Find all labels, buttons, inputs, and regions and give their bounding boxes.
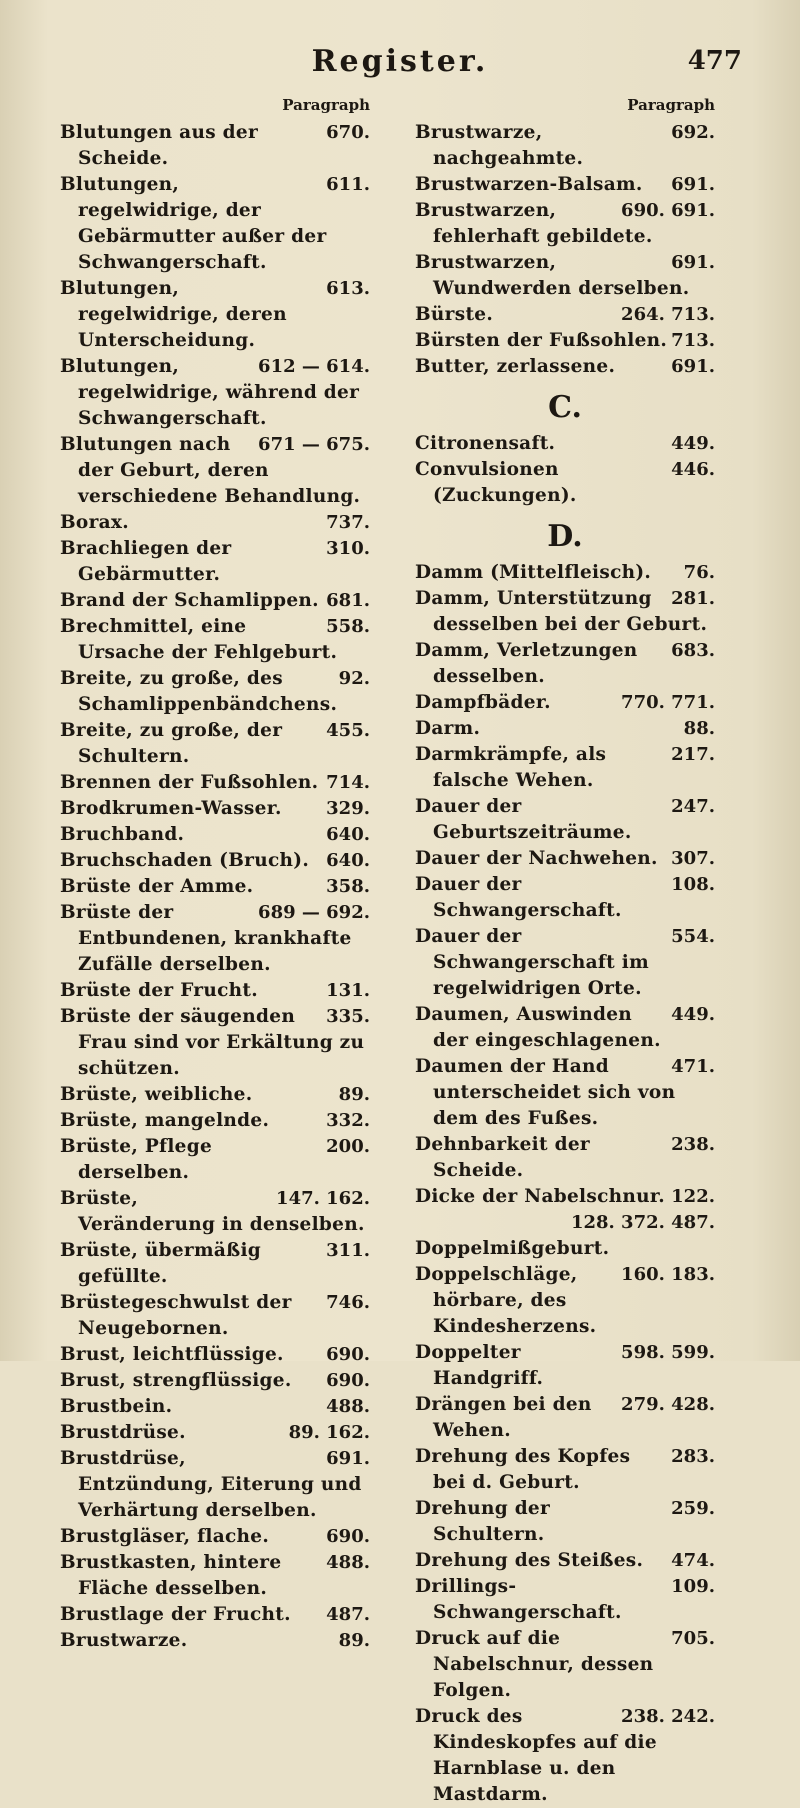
index-entry — [60, 978, 370, 1004]
paragraph-reference: 455. — [326, 720, 370, 741]
paragraph-reference: 89. — [338, 1630, 370, 1651]
index-term: Damm (Mittelfleisch). — [415, 562, 652, 583]
index-term: Bruchband. — [60, 824, 185, 845]
running-head — [0, 44, 800, 94]
paragraph-reference: 200. — [326, 1136, 370, 1157]
index-entry — [60, 1134, 370, 1186]
index-term: Brennen der Fußsohlen. — [60, 772, 319, 793]
index-entry — [415, 1574, 715, 1626]
index-entry — [60, 718, 370, 770]
paragraph-reference: 690. — [326, 1344, 370, 1365]
index-entry — [60, 1186, 370, 1238]
paragraph-reference: 690. — [326, 1526, 370, 1547]
index-entry — [60, 1082, 370, 1108]
index-entry — [60, 1108, 370, 1134]
index-entry — [415, 924, 715, 1002]
index-term: Damm, Unterstützung desselben bei der Geburt. — [415, 588, 708, 635]
index-term: Breite, zu große, des Schamlippenbändchens. — [60, 668, 338, 715]
index-term: Dauer der Geburtszeiträume. — [415, 796, 632, 843]
index-entry — [415, 302, 715, 328]
index-term: Dauer der Schwangerschaft im regelwidrigen Orte. — [415, 926, 649, 999]
index-entry — [60, 1602, 370, 1628]
paragraph-reference: 488. — [326, 1396, 370, 1417]
paragraph-reference: 691. — [326, 1448, 370, 1469]
left-column — [60, 96, 370, 1654]
index-entry — [415, 586, 715, 638]
paragraph-reference: 279. 428. — [621, 1394, 715, 1415]
paragraph-reference: 471. — [671, 1056, 715, 1077]
index-entry — [60, 1004, 370, 1082]
index-term: Dauer der Schwangerschaft. — [415, 874, 622, 921]
index-term: Doppelmißgeburt. — [415, 1238, 610, 1259]
index-term: Bürste. — [415, 304, 494, 325]
index-entry — [60, 666, 370, 718]
index-entry — [415, 172, 715, 198]
index-entry — [60, 796, 370, 822]
index-term: Citronensaft. — [415, 433, 556, 454]
paragraph-reference: 160. 183. — [621, 1264, 715, 1285]
index-entry — [60, 614, 370, 666]
index-term: Brustgläser, flache. — [60, 1526, 270, 1547]
index-entry — [60, 848, 370, 874]
paragraph-reference: 335. — [326, 1006, 370, 1027]
index-term: Brustlage der Frucht. — [60, 1604, 291, 1625]
index-term: Brust, leichtflüssige. — [60, 1344, 284, 1365]
index-term: Drehung des Kopfes bei d. Geburt. — [415, 1446, 631, 1493]
section-letter-d: D. — [547, 519, 583, 554]
paragraph-reference: 640. — [326, 824, 370, 845]
index-term: Brodkrumen-Wasser. — [60, 798, 282, 819]
index-entry — [60, 900, 370, 978]
index-term: Blutungen, regelwidrige, deren Unterscheidung. — [60, 278, 287, 351]
index-entry — [60, 354, 370, 432]
paragraph-reference: 691. — [671, 174, 715, 195]
paragraph-reference: 147. 162. — [276, 1188, 370, 1209]
index-entry — [415, 250, 715, 302]
index-entry — [60, 1550, 370, 1602]
index-term: Brüstegeschwulst der Neugebornen. — [60, 1292, 292, 1339]
paragraph-reference: 332. — [326, 1110, 370, 1131]
paragraph-reference: 474. — [671, 1550, 715, 1571]
paragraph-reference: 612 — 614. — [258, 356, 370, 377]
index-entry — [60, 1394, 370, 1420]
index-term: Brachliegen der Gebärmutter. — [60, 538, 232, 585]
paragraph-reference: 692. — [671, 122, 715, 143]
index-term: Blutungen, regelwidrige, während der Schwangerschaft. — [60, 356, 360, 429]
index-entry — [415, 1444, 715, 1496]
paragraph-reference: 108. — [671, 874, 715, 895]
paragraph-reference: 311. — [326, 1240, 370, 1261]
index-term: Blutungen nach der Geburt, deren verschiedene Behandlung. — [60, 434, 361, 507]
index-term: Brust, strengflüssige. — [60, 1370, 292, 1391]
index-entry — [60, 536, 370, 588]
index-term: Bruchschaden (Bruch). — [60, 850, 310, 871]
paragraph-reference: 264. 713. — [621, 304, 715, 325]
index-term: Brustwarzen, Wundwerden derselben. — [415, 252, 690, 299]
index-term: Brüste der Entbundenen, krankhafte Zufälle derselben. — [60, 902, 352, 975]
index-term: Darmkrämpfe, als falsche Wehen. — [415, 744, 607, 791]
index-term: Drängen bei den Wehen. — [415, 1394, 592, 1441]
index-entry — [415, 457, 715, 509]
index-entry — [60, 1368, 370, 1394]
paragraph-reference: 713. — [671, 330, 715, 351]
paragraph-reference: 691. — [671, 356, 715, 377]
index-term: Brüste der Amme. — [60, 876, 254, 897]
column-heading-left: Paragraph — [282, 96, 370, 114]
index-term: Daumen, Auswinden der eingeschlagenen. — [415, 1004, 661, 1051]
paragraph-reference: 690. 691. — [621, 200, 715, 221]
index-entry — [415, 431, 715, 457]
index-term: Brustwarze. — [60, 1630, 188, 1651]
page-number: 477 — [687, 46, 742, 76]
paragraph-reference: 76. — [683, 562, 715, 583]
paragraph-reference: 283. — [671, 1446, 715, 1467]
right-entry-list-b — [415, 120, 715, 380]
index-term: Brustwarzen-Balsam. — [415, 174, 643, 195]
paragraph-reference: 89. 162. — [288, 1422, 370, 1443]
index-entry — [415, 1626, 715, 1704]
index-term: Drehung des Steißes. — [415, 1550, 644, 1571]
index-entry — [60, 1238, 370, 1290]
index-entry — [415, 1262, 715, 1340]
paragraph-reference: 446. — [671, 459, 715, 480]
paragraph-reference: 259. — [671, 1498, 715, 1519]
index-entry — [60, 1446, 370, 1524]
index-entry — [415, 354, 715, 380]
index-term: Brustbein. — [60, 1396, 173, 1417]
index-term: Breite, zu große, der Schultern. — [60, 720, 283, 767]
paragraph-reference: 307. — [671, 848, 715, 869]
index-term: Brüste der Frucht. — [60, 980, 259, 1001]
index-entry — [60, 1524, 370, 1550]
paragraph-reference: 247. — [671, 796, 715, 817]
index-term: Brustdrüse, Entzündung, Eiterung und Verhärtung derselben. — [60, 1448, 362, 1521]
index-term: Brustwarzen, fehlerhaft gebildete. — [415, 200, 653, 247]
paragraph-reference: 737. — [326, 512, 370, 533]
index-term: Brüste, Veränderung in denselben. — [60, 1188, 365, 1235]
index-term: Daumen der Hand unterscheidet sich von dem des Fußes. — [415, 1056, 676, 1129]
paragraph-reference: 310. — [326, 538, 370, 559]
index-entry — [415, 872, 715, 924]
index-entry — [60, 874, 370, 900]
index-term: Doppelter Handgriff. — [415, 1342, 544, 1389]
paragraph-reference: 770. 771. — [621, 692, 715, 713]
index-term: Brüste, weibliche. — [60, 1084, 253, 1105]
right-entry-list-d — [415, 560, 715, 1808]
paragraph-reference: 122. — [671, 1186, 715, 1207]
index-entry — [415, 1704, 715, 1808]
index-entry — [60, 822, 370, 848]
index-term: Dauer der Nachwehen. — [415, 848, 658, 869]
index-entry — [415, 1054, 715, 1132]
left-entry-list — [60, 120, 370, 1654]
column-heading-right: Paragraph — [627, 96, 715, 114]
index-term: Drehung der Schultern. — [415, 1498, 551, 1545]
right-entry-list-c — [415, 431, 715, 509]
paragraph-reference: 238. 242. — [621, 1706, 715, 1727]
index-entry — [60, 172, 370, 276]
index-entry — [60, 1628, 370, 1654]
paragraph-reference: 217. — [671, 744, 715, 765]
paragraph-reference: 558. — [326, 616, 370, 637]
index-term: Druck auf die Nabelschnur, dessen Folgen. — [415, 1628, 654, 1701]
index-entry — [415, 1132, 715, 1184]
paragraph-reference: 449. — [671, 1004, 715, 1025]
index-entry — [415, 742, 715, 794]
index-entry — [415, 1002, 715, 1054]
index-term: Darm. — [415, 718, 481, 739]
paragraph-reference: 611. — [326, 174, 370, 195]
index-term: Brüste, Pflege derselben. — [60, 1136, 213, 1183]
index-entry — [60, 1342, 370, 1368]
paragraph-reference: 683. — [671, 640, 715, 661]
index-term: Doppelschläge, hörbare, des Kindesherzens. — [415, 1264, 597, 1337]
paragraph-reference: 670. — [326, 122, 370, 143]
index-term: Brüste der säugenden Frau sind vor Erkältung zu schützen. — [60, 1006, 365, 1079]
paragraph-reference: 613. — [326, 278, 370, 299]
index-entry — [415, 1548, 715, 1574]
index-term: Drillings-Schwangerschaft. — [415, 1576, 622, 1623]
index-entry — [60, 588, 370, 614]
paragraph-reference: 449. — [671, 433, 715, 454]
paragraph-reference: 92. — [338, 668, 370, 689]
paragraph-reference: 691. — [671, 252, 715, 273]
index-term: Brüste, mangelnde. — [60, 1110, 270, 1131]
paragraph-reference: 746. — [326, 1292, 370, 1313]
paragraph-reference: 329. — [326, 798, 370, 819]
index-term: Dehnbarkeit der Scheide. — [415, 1134, 590, 1181]
index-term: Dampfbäder. — [415, 692, 551, 713]
paragraph-reference: 681. — [326, 590, 370, 611]
paragraph-reference: 705. — [671, 1628, 715, 1649]
index-term: Damm, Verletzungen desselben. — [415, 640, 638, 687]
paragraph-reference: 281. — [671, 588, 715, 609]
paragraph-reference: 128. 372. 487. — [570, 1212, 715, 1233]
index-entry — [415, 1184, 715, 1210]
index-entry — [415, 1392, 715, 1444]
index-term: Brand der Schamlippen. — [60, 590, 319, 611]
index-entry — [60, 510, 370, 536]
paragraph-reference: 358. — [326, 876, 370, 897]
paragraph-reference: 89. — [338, 1084, 370, 1105]
index-entry — [60, 1420, 370, 1446]
index-term: Borax. — [60, 512, 129, 533]
index-term: Brustdrüse. — [60, 1422, 186, 1443]
index-entry — [415, 638, 715, 690]
paragraph-reference: 488. — [326, 1552, 370, 1573]
index-entry — [60, 1290, 370, 1342]
index-entry — [415, 198, 715, 250]
paragraph-reference: 554. — [671, 926, 715, 947]
index-term: Blutungen, regelwidrige, der Gebärmutter außer der Schwangerschaft. — [60, 174, 327, 273]
paragraph-reference: 131. — [326, 980, 370, 1001]
paragraph-reference: 238. — [671, 1134, 715, 1155]
index-entry — [415, 1210, 715, 1262]
right-column — [415, 96, 715, 1808]
index-term: Dicke der Nabelschnur. — [415, 1186, 666, 1207]
paragraph-reference: 487. — [326, 1604, 370, 1625]
index-entry — [415, 846, 715, 872]
index-entry — [60, 770, 370, 796]
paragraph-reference: 640. — [326, 850, 370, 871]
index-entry — [415, 794, 715, 846]
index-entry — [60, 432, 370, 510]
index-term: Brechmittel, eine Ursache der Fehlgeburt. — [60, 616, 338, 663]
paragraph-reference: 88. — [683, 718, 715, 739]
index-term: Blutungen aus der Scheide. — [60, 122, 259, 169]
index-entry — [415, 690, 715, 716]
running-title: Register. — [311, 44, 489, 79]
paragraph-reference: 671 — 675. — [258, 434, 370, 455]
section-letter-c: C. — [548, 390, 582, 425]
index-entry — [415, 1340, 715, 1392]
index-entry — [415, 120, 715, 172]
paragraph-reference: 690. — [326, 1370, 370, 1391]
paragraph-reference: 689 — 692. — [258, 902, 370, 923]
index-term: Convulsionen (Zuckungen). — [415, 459, 577, 506]
paragraph-reference: 598. 599. — [621, 1342, 715, 1363]
index-term: Bürsten der Fußsohlen. — [415, 330, 668, 351]
index-entry — [415, 1496, 715, 1548]
index-entry — [415, 716, 715, 742]
index-entry — [415, 560, 715, 586]
index-term: Brüste, übermäßig gefüllte. — [60, 1240, 262, 1287]
index-term: Brustkasten, hintere Fläche desselben. — [60, 1552, 282, 1599]
index-term: Butter, zerlassene. — [415, 356, 616, 377]
index-entry — [415, 328, 715, 354]
paragraph-reference: 109. — [671, 1576, 715, 1597]
paragraph-reference: 714. — [326, 772, 370, 793]
index-term: Brustwarze, nachgeahmte. — [415, 122, 584, 169]
index-entry — [60, 120, 370, 172]
index-term: Druck des Kindeskopfes auf die Harnblase u. den Mastdarm. — [415, 1706, 657, 1805]
index-entry — [60, 276, 370, 354]
